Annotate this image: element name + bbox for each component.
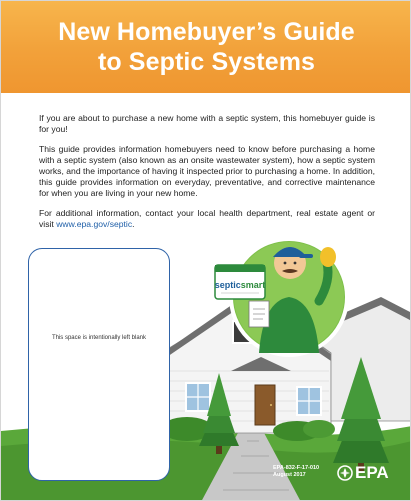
document-code [273,465,333,479]
epa-septic-link[interactable]: www.epa.gov/septic [56,219,133,229]
doc-date: August 2017 [273,472,306,478]
epa-flower-icon [337,465,353,481]
septicsmart-prefix: septic [214,280,241,290]
septicsmart-badge [215,265,266,299]
intro-paragraph-3-end: . [132,219,135,229]
title-line-2: to Septic Systems [97,48,316,76]
title-line-1: New Homebuyer’s Guide [58,18,355,46]
blank-space-label: This space is intentionally left blank [51,335,147,341]
epa-logo [337,463,389,483]
septicsmart-logo [215,280,266,290]
intro-paragraph-1: If you are about to purchase a new home with a septic system, this homebuyer guide is for you! [39,113,375,134]
blank-space-box [28,248,170,481]
intro-paragraph-3-text: For additional information, contact your local health department, real estate agent or visit [39,208,375,229]
septicsmart-suffix: smart [240,280,266,290]
epa-logo-text: EPA [355,463,389,482]
doc-code: EPA-832-F-17-010 [273,465,320,471]
intro-paragraph-2: This guide provides information homebuyers need to know before purchasing a home with a septic system (also known as an onsite wastewater system), how a septic system works, and the importance of having it inspected prior to purchasing a home. In addition, this guide provides information on everyday, preventative, and corrective maintenance for when you are living in your new home. [39,144,375,198]
